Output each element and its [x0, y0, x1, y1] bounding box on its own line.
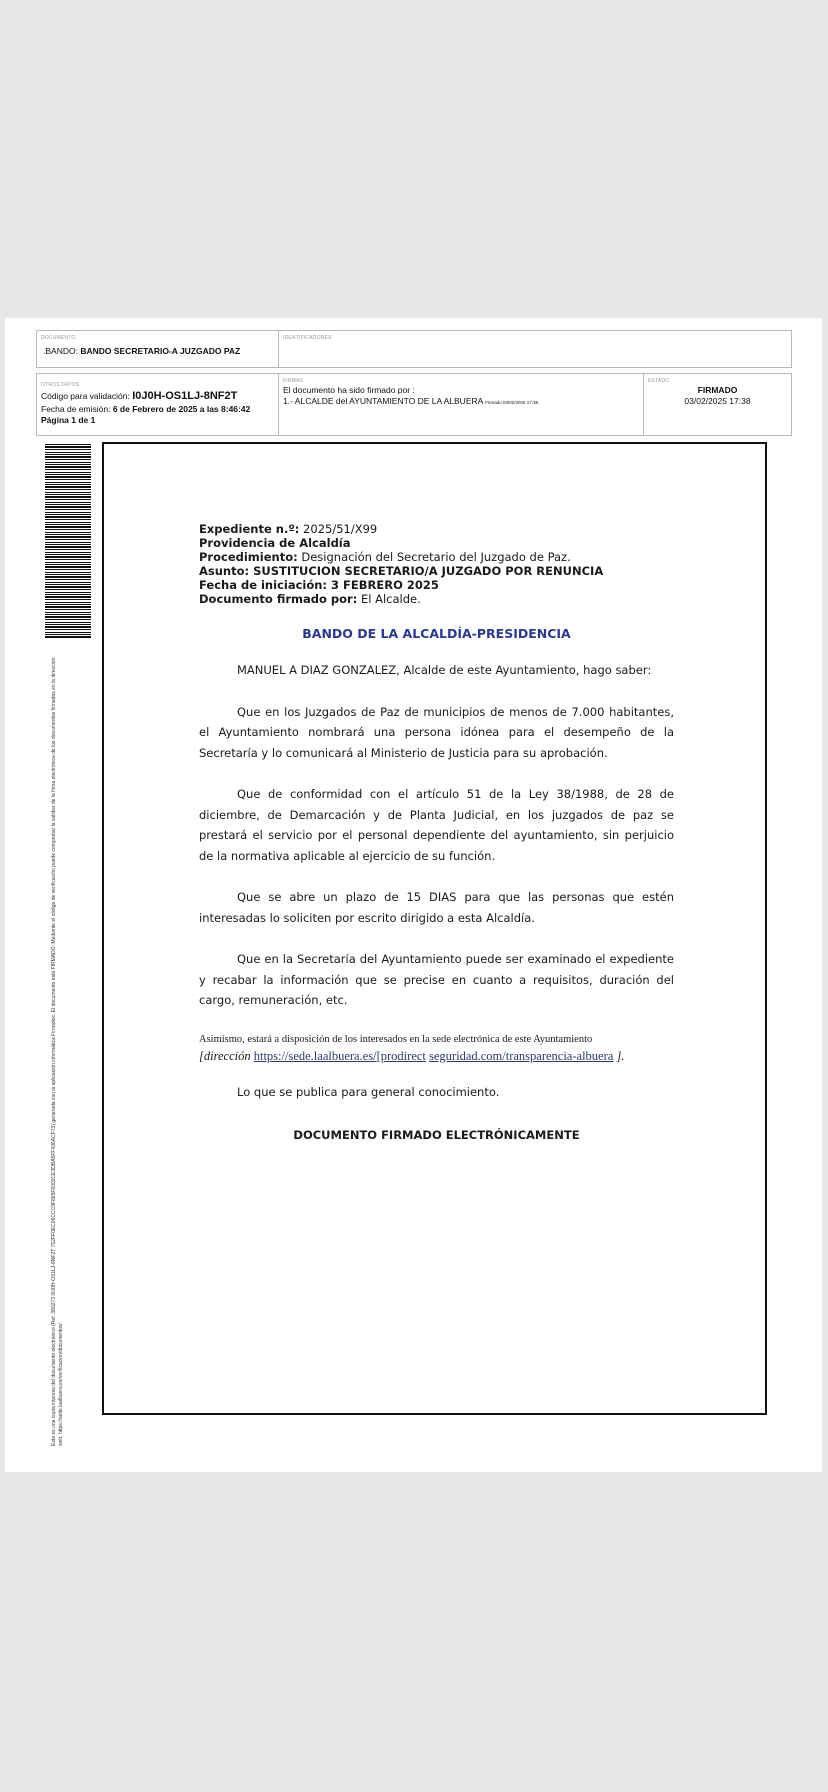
otros-datos-cell — [37, 374, 279, 435]
otros-datos-caption: OTROS DATOS — [41, 382, 80, 388]
barcode — [45, 444, 91, 638]
paragraph-publica: Lo que se publica para general conocimiento. — [237, 1084, 500, 1099]
expediente-meta — [199, 522, 674, 606]
providencia-label: Providencia de Alcaldía — [199, 536, 351, 550]
paragraph-sede: Asimismo, estará a disposición de los interesados en la sede electrónica de este Ayuntamiento — [199, 1033, 593, 1045]
document-frame — [102, 442, 767, 1415]
page-title: BANDO DE LA ALCALDÍA-PRESIDENCIA — [302, 626, 571, 641]
header-row-validation — [36, 373, 792, 436]
documento-value — [43, 346, 240, 356]
codigo-label: Código para validación: — [41, 391, 133, 401]
expediente-line — [199, 522, 674, 536]
expediente-label: Expediente n.º: — [199, 522, 300, 536]
asunto-value: SUSTITUCION SECRETARIO/A JUZGADO POR RENUNCIA — [249, 564, 604, 578]
estado-value: FIRMADO — [697, 385, 738, 395]
fecha-iniciacion-line — [199, 578, 674, 592]
firmas-line2 — [283, 396, 538, 406]
paragraph-direccion — [199, 1049, 674, 1064]
documento-cell — [37, 331, 279, 367]
fecha-emision-value: 6 de Febrero de 2025 a las 8:46:42 — [112, 404, 251, 414]
providencia-line — [199, 536, 674, 550]
firmas-signer: 1.- ALCALDE del AYUNTAMIENTO DE LA ALBUERA — [283, 396, 483, 406]
estado-cell — [644, 374, 791, 435]
pagina-label: Página 1 de 1 — [41, 415, 96, 425]
transparencia-link[interactable]: seguridad.com/transparencia-albuera — [429, 1048, 614, 1063]
codigo-value: I0J0H-OS1LJ-8NF2T — [132, 390, 238, 402]
direccion-suffix: ]. — [613, 1048, 625, 1063]
direccion-prefix: [dirección — [199, 1048, 254, 1063]
documento-caption: DOCUMENTO — [41, 335, 76, 341]
expediente-value: 2025/51/X99 — [299, 522, 378, 536]
identificadores-caption: IDENTIFICADORES — [283, 335, 332, 341]
codigo-validacion — [41, 390, 237, 402]
sede-link[interactable]: https://sede.laalbuera.es/[prodirect — [253, 1048, 426, 1063]
fecha-iniciacion-label: Fecha de iniciación: — [199, 578, 328, 592]
paragraph-secretaria: Que en la Secretaría del Ayuntamiento puede ser examinado el expediente y recabar la información que se precise en cuanto a requisitos, duración del cargo, remuneración, etc. — [199, 952, 674, 1007]
fecha-iniciacion-value: 3 FEBRERO 2025 — [327, 578, 439, 592]
paragraph-intro: MANUEL A DIAZ GONZALEZ, Alcalde de este Ayuntamiento, hago saber: — [237, 663, 652, 677]
document-body — [199, 522, 674, 1142]
signed-electronically-label: DOCUMENTO FIRMADO ELECTRÓNICAMENTE — [293, 1128, 580, 1142]
estado-caption: ESTADO — [648, 378, 670, 384]
paragraph-juzgados: Que en los Juzgados de Paz de municipios de menos de 7.000 habitantes, el Ayuntamiento nombrará una persona idónea para el desempeño de la Secretaría y lo comunicará al Ministerio de Justicia para su aprobación. — [199, 704, 674, 760]
estado-date: 03/02/2025 17:38 — [684, 396, 751, 406]
fecha-emision — [41, 404, 250, 414]
procedimiento-label: Procedimiento: — [199, 550, 298, 564]
firmas-line1: El documento ha sido firmado por : — [283, 385, 415, 395]
firmado-por-line — [199, 592, 674, 606]
paragraph-plazo: Que se abre un plazo de 15 DIAS para que las personas que estén interesadas lo soliciten por escrito dirigido a esta Alcaldía. — [199, 890, 674, 925]
firmas-cell — [279, 374, 644, 435]
documento-prefix: .BANDO: — [43, 346, 81, 356]
firmas-signed-date: Firmado 03/02/2025 17:38 — [485, 400, 539, 405]
identificadores-cell — [279, 331, 791, 367]
side-verification-note — [51, 648, 73, 1446]
procedimiento-value: Designación del Secretario del Juzgado de Paz. — [297, 550, 571, 564]
asunto-line — [199, 564, 674, 578]
asunto-label: Asunto: — [199, 564, 250, 578]
header-row-document — [36, 330, 792, 368]
paragraph-ley: Que de conformidad con el artículo 51 de la Ley 38/1988, de 28 de diciembre, de Demarcación y de Planta Judicial, en los juzgados de paz se prestará el servicio por el personal dependiente del ayuntamiento, sin perjuicio de la normativa aplicable al ejercicio de su función. — [199, 787, 674, 863]
firmado-por-value: El Alcalde. — [357, 592, 421, 606]
firmado-por-label: Documento firmado por: — [199, 592, 358, 606]
document-page — [5, 318, 822, 1472]
documento-name: BANDO SECRETARIO-A JUZGADO PAZ — [80, 346, 241, 356]
side-verification-text: Esta es una copia impresa del documento electrónico (Ref: 380273 I0J0H-OS1LJ-8NF2T 752FF0EC06CCC9F865F6002CE3DBA5FF436ACF73) generada con la aplicación informática Firmadoc. El documento está FIRMADO. Mediante el código de verificación puede comprobar la validez de la firma electrónica de los documentos firmados en la dirección web: https://sede.laalbuera.es/verificacion/documentos/ — [51, 657, 64, 1446]
fecha-emision-label: Fecha de emisión: — [41, 404, 113, 414]
procedimiento-line — [199, 550, 674, 564]
firmas-caption: FIRMAS — [283, 378, 304, 384]
